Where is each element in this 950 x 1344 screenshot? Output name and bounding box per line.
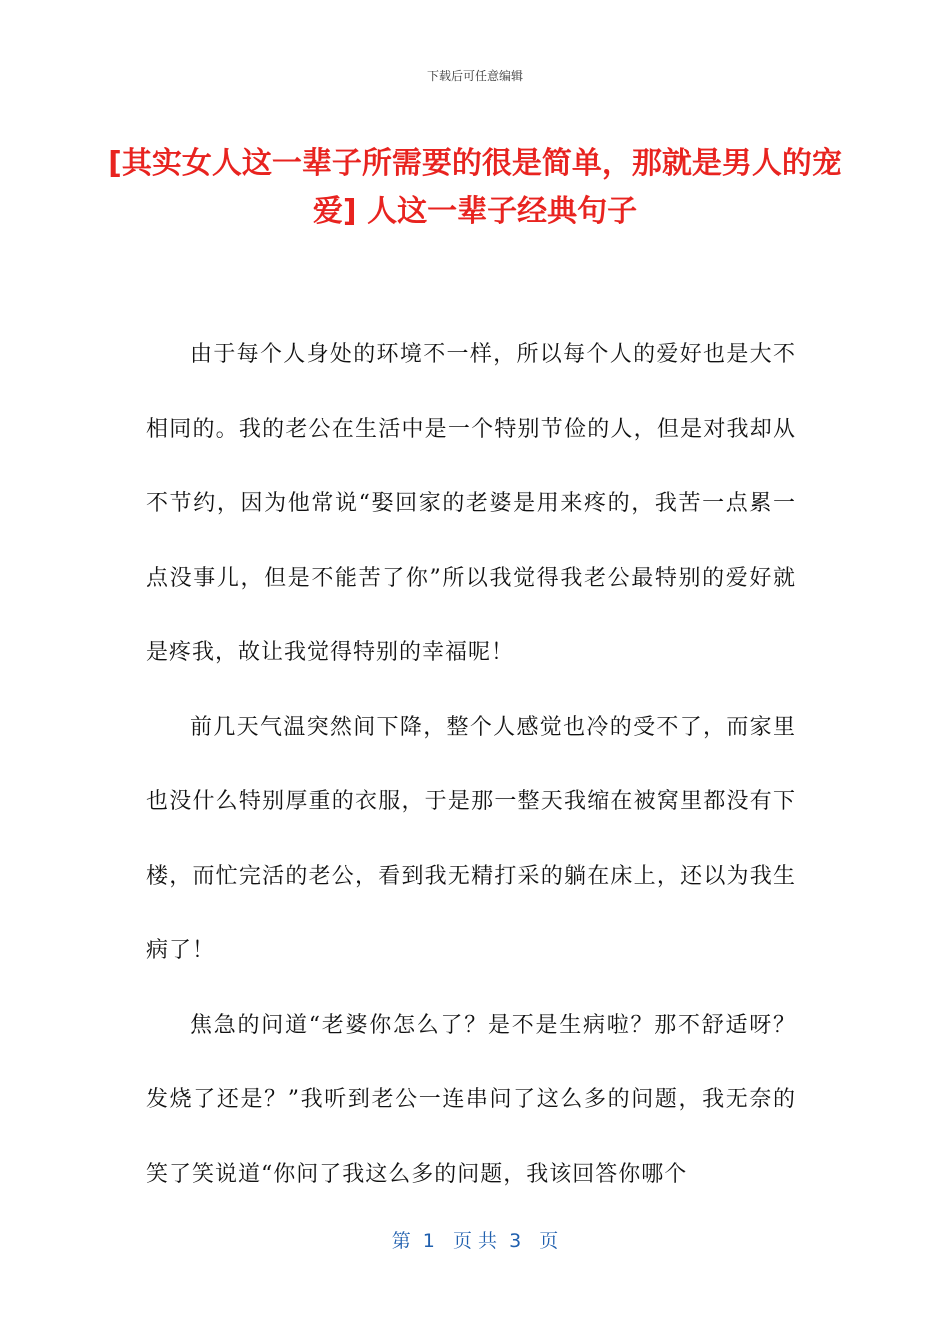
document-title: [其实女人这一辈子所需要的很是简单，那就是男人的宠爱] 人这一辈子经典句子 — [108, 146, 842, 229]
paragraph-1: 由于每个人身处的环境不一样，所以每个人的爱好也是大不相同的。我的老公在生活中是一个特别节俭的人，但是对我却从不节约，因为他常说“娶回家的老婆是用来疼的，我苦一点累一点没事儿，但是不能苦了你”所以我觉得我老公最特别的爱好就是疼我，故让我觉得特别的幸福呢！ — [146, 342, 796, 665]
document-body — [146, 318, 796, 1212]
header-note: 下载后可任意编辑 — [426, 69, 523, 83]
paragraph-3: 焦急的问道“老婆你怎么了？是不是生病啦？那不舒适呀？发烧了还是？”我听到老公一连串问了这么多的问题，我无奈的笑了笑说道“你问了我这么多的问题，我该回答你哪个 — [146, 1012, 796, 1187]
paragraph-2: 前几天气温突然间下降，整个人感觉也冷的受不了，而家里也没什么特别厚重的衣服，于是那一整天我缩在被窝里都没有下楼，而忙完活的老公，看到我无精打采的躺在床上，还以为我生病了！ — [146, 714, 796, 963]
page-number: 第 1 页 共 3 页 — [391, 1230, 559, 1252]
